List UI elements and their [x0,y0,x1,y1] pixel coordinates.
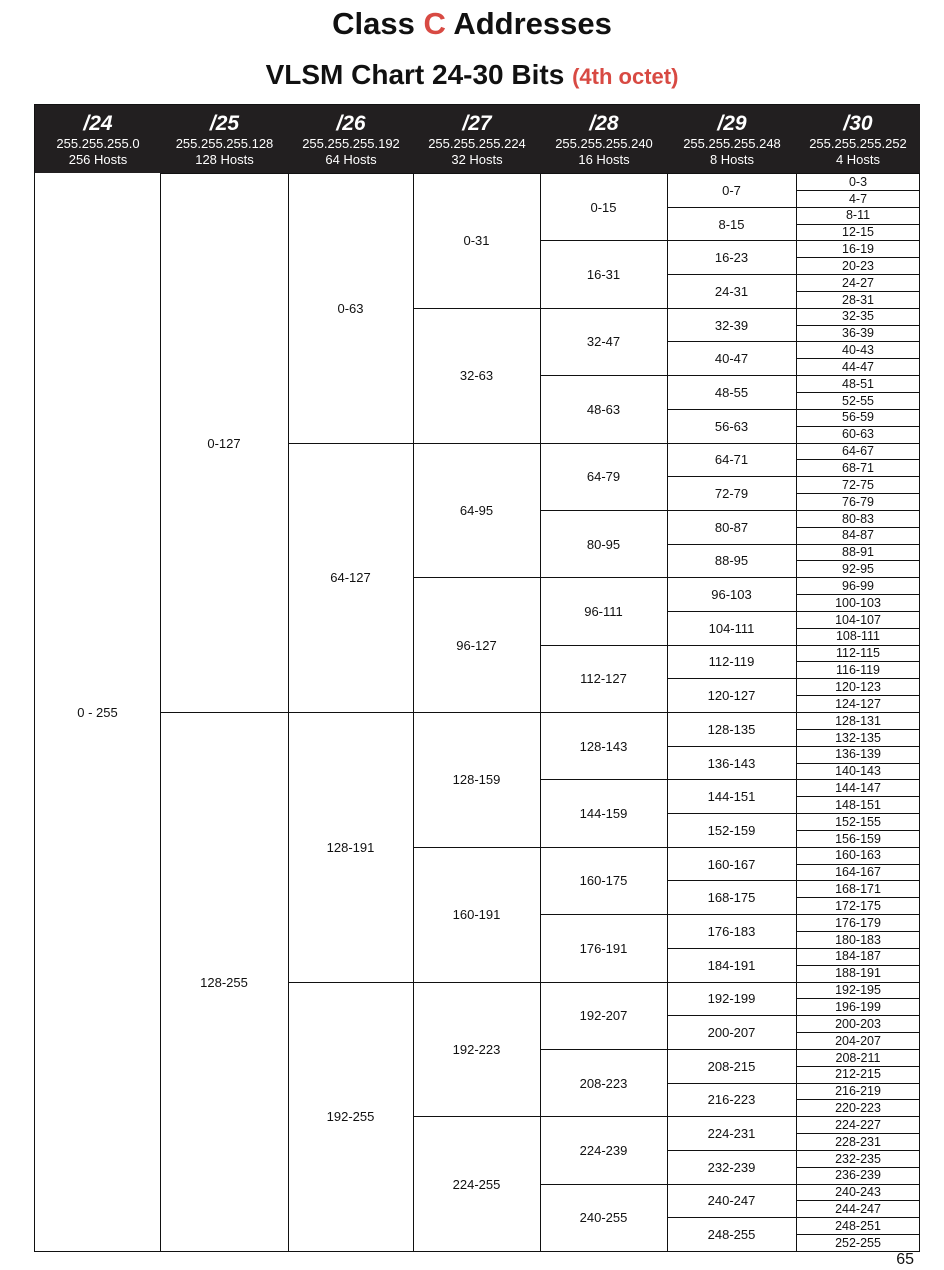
range-cell: 32-63 [413,308,540,443]
range-cell: 232-235 [796,1150,920,1167]
range-cell: 28-31 [796,291,920,308]
range-cell: 192-255 [288,982,413,1252]
range-cell: 8-15 [667,207,796,241]
range-cell: 64-95 [413,443,540,578]
range-cell: 120-123 [796,678,920,695]
range-cell: 92-95 [796,560,920,577]
column-header [667,105,797,173]
column-header [288,105,414,173]
column-header [540,105,668,173]
range-cell: 56-63 [667,409,796,443]
range-cell: 88-91 [796,544,920,561]
range-cell: 0-15 [540,173,667,240]
range-cell: 36-39 [796,325,920,342]
range-cell: 68-71 [796,459,920,476]
range-cell: 0-127 [160,173,288,712]
range-cell: 176-191 [540,914,667,981]
title-prefix: Class [332,6,415,41]
header-cidr: /29 [717,112,747,135]
range-cell: 96-111 [540,577,667,644]
range-cell: 176-183 [667,914,796,948]
header-cidr: /30 [843,112,873,135]
range-cell: 104-111 [667,611,796,645]
header-hosts: 32 Hosts [451,152,503,167]
range-cell: 12-15 [796,224,920,241]
range-cell: 128-143 [540,712,667,779]
header-cidr: /27 [462,112,492,135]
range-cell: 20-23 [796,257,920,274]
range-cell: 132-135 [796,729,920,746]
page-title [0,4,944,44]
header-hosts: 4 Hosts [835,152,881,167]
header-hosts: 256 Hosts [68,152,128,167]
range-cell: 144-159 [540,779,667,846]
column-header [413,105,541,173]
range-cell: 128-191 [288,712,413,982]
column-header [160,105,289,173]
range-cell: 196-199 [796,998,920,1015]
range-cell: 200-203 [796,1015,920,1032]
header-subnet-mask: 255.255.255.224 [428,136,526,151]
range-cell: 240-255 [540,1184,667,1251]
range-cell: 100-103 [796,594,920,611]
column-header [796,105,920,173]
range-cell: 248-255 [667,1217,796,1251]
range-cell: 168-171 [796,880,920,897]
range-cell: 32-39 [667,308,796,342]
column-divider [288,173,289,1251]
range-cell: 220-223 [796,1099,920,1116]
range-cell: 64-67 [796,443,920,460]
range-cell: 52-55 [796,392,920,409]
range-cell: 236-239 [796,1167,920,1184]
range-cell: 160-167 [667,847,796,881]
page-number: 65 [896,1251,914,1268]
range-cell: 56-59 [796,409,920,426]
range-cell: 120-127 [667,678,796,712]
range-cell: 48-55 [667,375,796,409]
range-cell: 192-199 [667,982,796,1016]
column-divider [160,173,161,1251]
range-cell: 128-255 [160,712,288,1251]
range-cell: 240-247 [667,1184,796,1218]
range-cell: 192-207 [540,982,667,1049]
column-header [35,105,161,173]
header-cidr: /26 [336,112,366,135]
range-cell: 60-63 [796,426,920,443]
range-cell: 248-251 [796,1217,920,1234]
range-cell: 84-87 [796,527,920,544]
range-cell: 240-243 [796,1184,920,1201]
range-cell: 24-27 [796,274,920,291]
column-divider [667,173,668,1251]
range-cell: 224-227 [796,1116,920,1133]
header-subnet-mask: 255.255.255.192 [302,136,400,151]
range-cell: 184-187 [796,948,920,965]
header-subnet-mask: 255.255.255.252 [809,136,907,151]
column-divider [796,173,797,1251]
range-cell: 224-255 [413,1116,540,1251]
title-class-letter: C [423,6,446,41]
range-cell: 16-31 [540,240,667,307]
range-cell: 44-47 [796,358,920,375]
range-cell: 216-223 [667,1083,796,1117]
range-cell: 64-127 [288,443,413,713]
range-cell: 176-179 [796,914,920,931]
range-cell: 16-23 [667,240,796,274]
range-cell: 224-231 [667,1116,796,1150]
header-cidr: /25 [209,112,240,135]
range-cell: 80-95 [540,510,667,577]
range-cell: 16-19 [796,240,920,257]
range-cell: 112-119 [667,645,796,679]
range-cell: 188-191 [796,965,920,982]
range-cell: 96-103 [667,577,796,611]
subtitle-note: (4th octet) [572,64,679,89]
range-cell: 48-63 [540,375,667,442]
range-cell: 124-127 [796,695,920,712]
range-cell: 72-79 [667,476,796,510]
range-cell: 200-207 [667,1015,796,1049]
range-cell: 88-95 [667,544,796,578]
header-hosts: 8 Hosts [709,152,755,167]
range-cell: 0-63 [288,173,413,443]
range-cell: 232-239 [667,1150,796,1184]
range-cell: 112-127 [540,645,667,712]
header-hosts: 64 Hosts [325,152,377,167]
range-cell: 184-191 [667,948,796,982]
range-cell: 72-75 [796,476,920,493]
range-cell: 108-111 [796,628,920,645]
range-cell: 24-31 [667,274,796,308]
range-cell: 40-43 [796,341,920,358]
range-cell: 4-7 [796,190,920,207]
range-cell: 168-175 [667,880,796,914]
header-hosts: 128 Hosts [195,152,254,167]
header-subnet-mask: 255.255.255.240 [555,136,653,151]
header-subnet-mask: 255.255.255.248 [683,136,781,151]
range-cell: 228-231 [796,1133,920,1150]
range-cell: 112-115 [796,645,920,662]
range-cell: 128-131 [796,712,920,729]
range-cell: 208-211 [796,1049,920,1066]
range-cell: 216-219 [796,1083,920,1100]
range-cell: 104-107 [796,611,920,628]
range-cell: 0-31 [413,173,540,308]
range-cell: 64-79 [540,443,667,510]
column-divider [540,173,541,1251]
header-subnet-mask: 255.255.255.128 [175,136,274,151]
header-cidr: /24 [83,112,113,135]
range-cell: 144-147 [796,779,920,796]
range-cell: 136-139 [796,746,920,763]
range-cell: 192-195 [796,982,920,999]
range-cell: 0-3 [796,173,920,190]
range-cell: 152-155 [796,813,920,830]
range-cell: 192-223 [413,982,540,1117]
range-cell: 160-163 [796,847,920,864]
range-cell: 128-135 [667,712,796,746]
range-cell: 156-159 [796,830,920,847]
range-cell: 32-47 [540,308,667,375]
header-subnet-mask: 255.255.255.0 [56,136,140,151]
range-cell: 224-239 [540,1116,667,1183]
range-cell: 252-255 [796,1234,920,1251]
range-cell: 48-51 [796,375,920,392]
range-cell: 144-151 [667,779,796,813]
range-cell: 0-7 [667,173,796,207]
header-hosts: 16 Hosts [578,152,630,167]
range-cell: 208-223 [540,1049,667,1116]
header-cidr: /28 [589,112,619,135]
range-cell: 244-247 [796,1200,920,1217]
range-cell: 64-71 [667,443,796,477]
vlsm-chart [34,104,920,1252]
range-cell: 0 - 255 [77,704,118,720]
range-cell: 76-79 [796,493,920,510]
range-cell: 136-143 [667,746,796,780]
title-suffix: Addresses [453,6,612,41]
range-cell: 204-207 [796,1032,920,1049]
range-cell: 116-119 [796,661,920,678]
range-cell: 140-143 [796,763,920,780]
range-cell: 180-183 [796,931,920,948]
range-cell: 164-167 [796,864,920,881]
range-cell: 160-191 [413,847,540,982]
range-cell: 172-175 [796,897,920,914]
range-cell: 96-99 [796,577,920,594]
range-cell: 208-215 [667,1049,796,1083]
range-cell: 32-35 [796,308,920,325]
subtitle-main: VLSM Chart 24-30 Bits [265,59,565,90]
range-cell: 40-47 [667,341,796,375]
page-subtitle [0,56,944,94]
column-divider [413,173,414,1251]
range-cell: 160-175 [540,847,667,914]
range-cell: 80-83 [796,510,920,527]
range-cell: 148-151 [796,796,920,813]
range-cell: 8-11 [796,207,920,224]
range-cell: 128-159 [413,712,540,847]
range-cell: 212-215 [796,1066,920,1083]
range-cell: 152-159 [667,813,796,847]
range-cell: 80-87 [667,510,796,544]
range-cell: 96-127 [413,577,540,712]
